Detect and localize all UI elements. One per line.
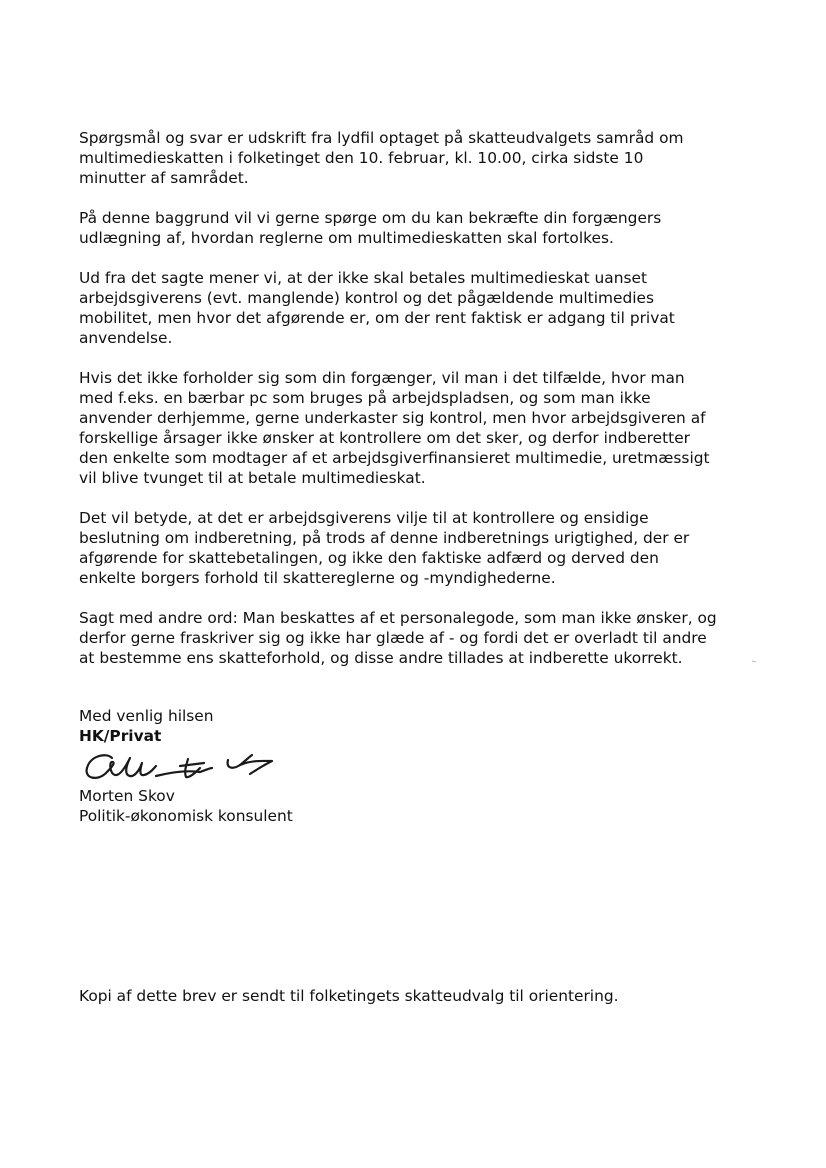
text-line: beslutning om indberetning, på trods af denne indberetnings urigtighed, der er bbox=[79, 529, 690, 547]
signer-name: Morten Skov bbox=[79, 787, 175, 805]
text-line: derfor gerne fraskriver sig og ikke har glæde af - og fordi det er overladt til andre bbox=[79, 629, 707, 647]
text-line: forskellige årsager ikke ønsker at kontrollere om det sker, og derfor indberetter bbox=[79, 429, 690, 447]
text-line: Det vil betyde, at det er arbejdsgiverens vilje til at kontrollere og ensidige bbox=[79, 509, 649, 527]
text-line: vil blive tvunget til at betale multimedieskat. bbox=[79, 469, 426, 487]
text-line: udlægning af, hvordan reglerne om multimedieskatten skal fortolkes. bbox=[79, 229, 614, 247]
text-line: afgørende for skattebetalingen, og ikke den faktiske adfærd og derved den bbox=[79, 549, 659, 567]
paragraph-consequence bbox=[79, 368, 769, 488]
text-line: anvendelse. bbox=[79, 329, 173, 347]
closing-organization: HK/Privat bbox=[79, 727, 162, 745]
handwritten-signature bbox=[82, 748, 282, 786]
text-line: Spørgsmål og svar er udskrift fra lydfil optaget på skatteudvalgets samråd om bbox=[79, 129, 684, 147]
text-line: arbejdsgiverens (evt. manglende) kontrol og det pågældende multimedies bbox=[79, 289, 654, 307]
paragraph-meaning bbox=[79, 508, 769, 588]
paragraph-interpretation bbox=[79, 268, 769, 348]
paragraph-question bbox=[79, 208, 769, 248]
text-line: På denne baggrund vil vi gerne spørge om du kan bekræfte din forgængers bbox=[79, 209, 662, 227]
copy-note: Kopi af dette brev er sendt til folketingets skatteudvalg til orientering. bbox=[79, 987, 619, 1005]
text-line: minutter af samrådet. bbox=[79, 169, 249, 187]
text-line: multimedieskatten i folketinget den 10. februar, kl. 10.00, cirka sidste 10 bbox=[79, 149, 644, 167]
text-line: Sagt med andre ord: Man beskattes af et personalegode, som man ikke ønsker, og bbox=[79, 609, 717, 627]
text-line: den enkelte som modtager af et arbejdsgiverfinansieret multimedie, uretmæssigt bbox=[79, 449, 710, 467]
text-line: at bestemme ens skatteforhold, og disse andre tillades at indberette ukorrekt. bbox=[79, 649, 683, 667]
text-line: Hvis det ikke forholder sig som din forgænger, vil man i det tilfælde, hvor man bbox=[79, 369, 685, 387]
text-line: Ud fra det sagte mener vi, at der ikke skal betales multimedieskat uanset bbox=[79, 269, 647, 287]
signer-title: Politik-økonomisk konsulent bbox=[79, 807, 293, 825]
text-line: anvender derhjemme, gerne underkaster sig kontrol, men hvor arbejdsgiveren af bbox=[79, 409, 706, 427]
closing-greeting: Med venlig hilsen bbox=[79, 707, 214, 725]
text-line: enkelte borgers forhold til skattereglerne og -myndighederne. bbox=[79, 569, 556, 587]
paragraph-summary bbox=[79, 608, 769, 668]
scan-speck bbox=[752, 660, 757, 663]
text-line: mobilitet, men hvor det afgørende er, om der rent faktisk er adgang til privat bbox=[79, 309, 675, 327]
text-line: med f.eks. en bærbar pc som bruges på arbejdspladsen, og som man ikke bbox=[79, 389, 651, 407]
paragraph-intro bbox=[79, 128, 769, 188]
